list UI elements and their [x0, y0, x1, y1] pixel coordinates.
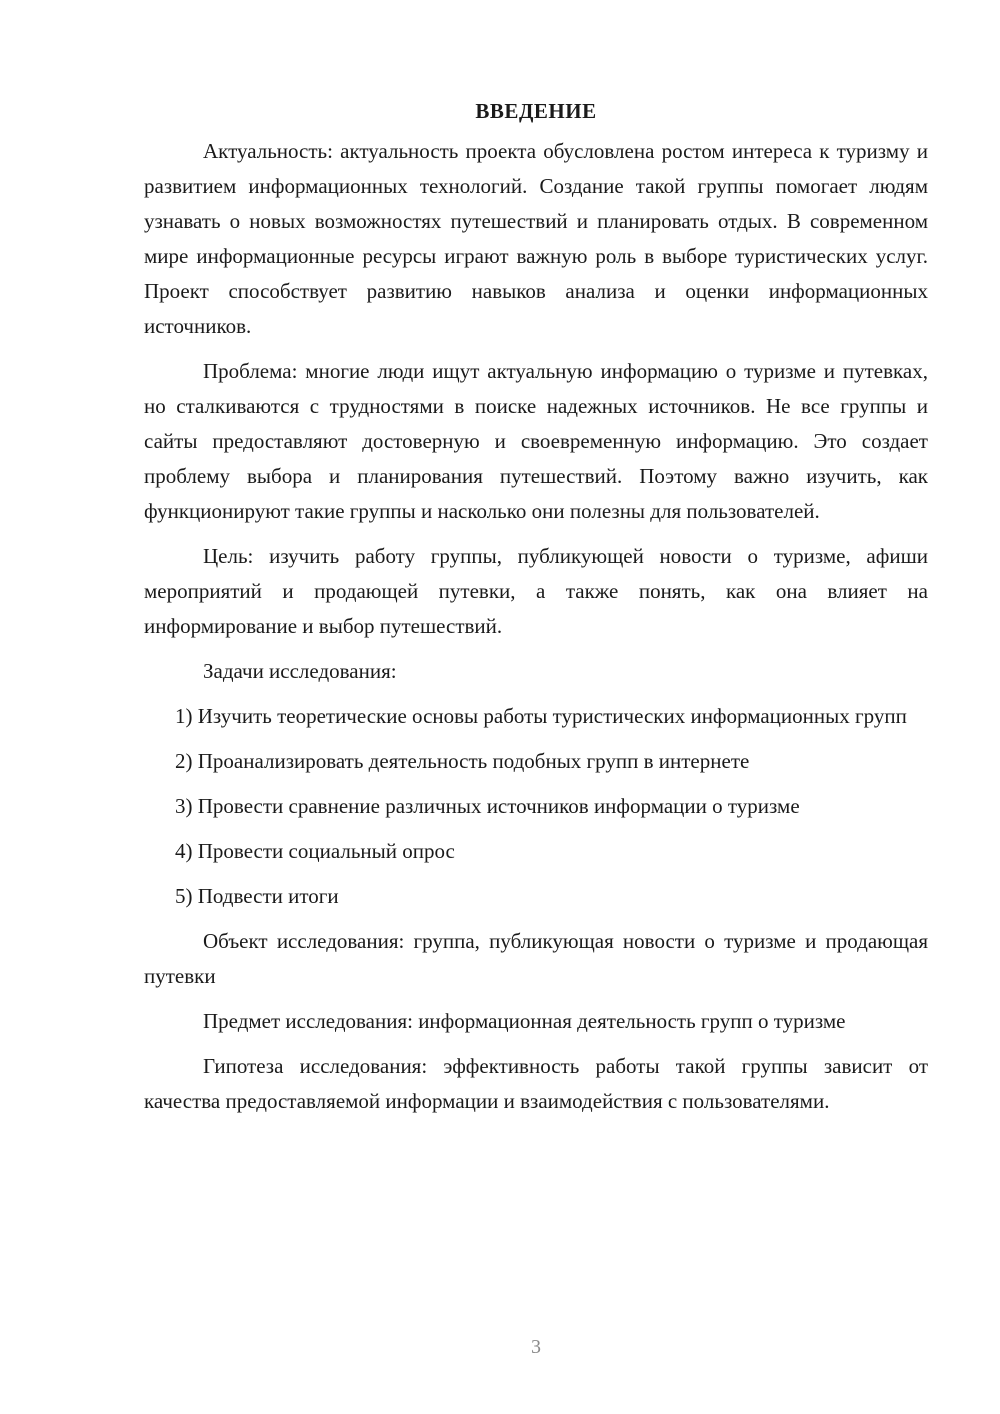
hypothesis-paragraph: Гипотеза исследования: эффективность работы такой группы зависит от качества предоставляемой информации и взаимодействия с пользователями. [144, 1054, 928, 1113]
goal-paragraph: Цель: изучить работу группы, публикующей новости о туризме, афиши мероприятий и продающей путевки, а также понять, как она влияет на информирование и выбор путешествий. [144, 544, 928, 638]
problem-paragraph: Проблема: многие люди ищут актуальную информацию о туризме и путевках, но сталкиваются с трудностями в поиске надежных источников. Не все группы и сайты предоставляют достоверную и своевременную информацию. Это создает проблему выбора и планирования путешествий. Поэтому важно изучить, как функционируют такие группы и насколько они полезны для пользователей. [144, 359, 928, 523]
subject-paragraph: Предмет исследования: информационная деятельность групп о туризме [203, 1009, 846, 1033]
object-paragraph: Объект исследования: группа, публикующая новости о туризме и продающая путевки [144, 929, 928, 988]
task-item-5: 5) Подвести итоги [175, 884, 339, 908]
task-item-2: 2) Проанализировать деятельность подобных групп в интернете [175, 749, 750, 773]
task-item-3: 3) Провести сравнение различных источников информации о туризме [175, 794, 800, 818]
relevance-paragraph: Актуальность: актуальность проекта обусловлена ростом интереса к туризму и развитием информационных технологий. Создание такой группы помогает людям узнавать о новых возможностях путешествий и планировать отдых. В современном мире информационные ресурсы играют важную роль в выборе туристических услуг. Проект способствует развитию навыков анализа и оценки информационных источников. [144, 139, 928, 338]
section-title: ВВЕДЕНИЕ [475, 99, 597, 123]
task-item-4: 4) Провести социальный опрос [175, 839, 455, 863]
page-number: 3 [531, 1336, 541, 1358]
page-content [144, 96, 928, 1129]
task-item-1: 1) Изучить теоретические основы работы туристических информационных групп [175, 704, 907, 728]
tasks-heading: Задачи исследования: [203, 659, 397, 683]
